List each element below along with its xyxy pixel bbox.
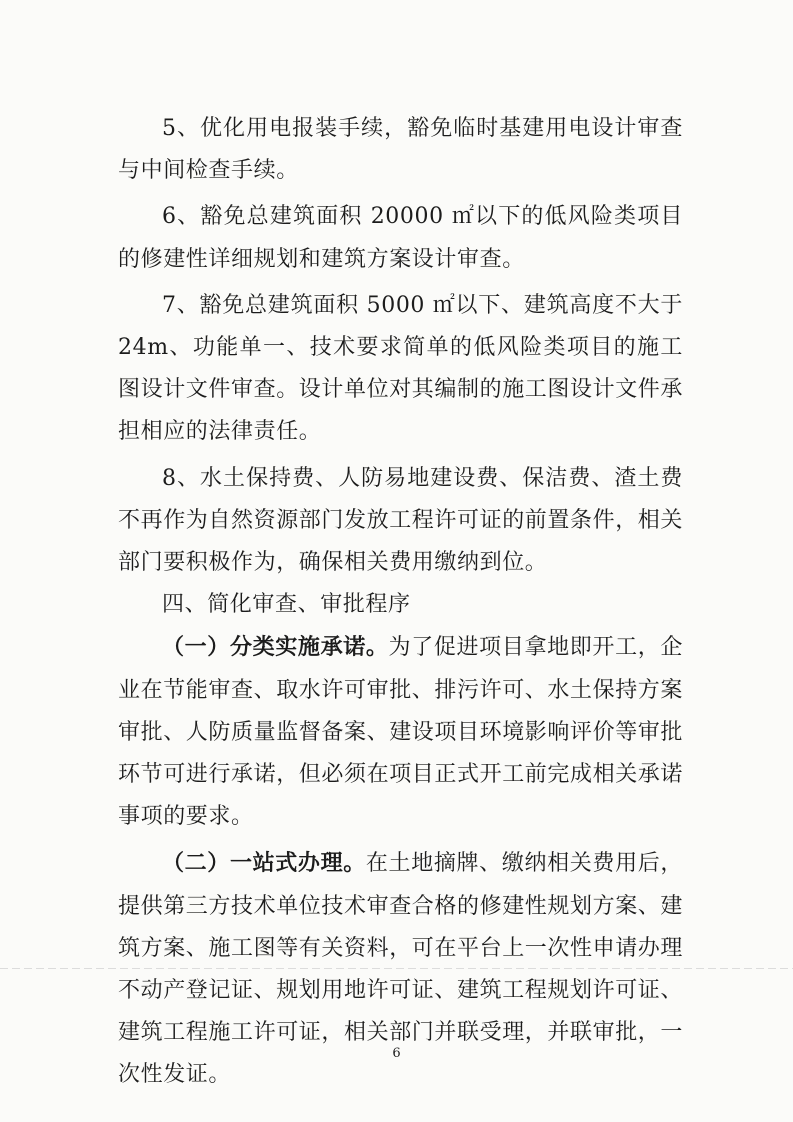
document-page	[118, 108, 683, 1097]
scan-fold-line	[0, 968, 793, 969]
paragraph-6: 6、豁免总建筑面积 20000 ㎡以下的低风险类项目的修建性详细规划和建筑方案设计审查。	[118, 204, 683, 272]
page-number: 6	[392, 1046, 401, 1061]
paragraph-7: 7、豁免总建筑面积 5000 ㎡以下、建筑高度不大于 24m、功能单一、技术要求简单的低风险类项目的施工图设计文件审查。设计单位对其编制的施工图设计文件承担相应的法律责任。	[118, 292, 684, 445]
section-heading: 四、简化审查、审批程序	[162, 592, 411, 618]
item-one-stop-lead: （二）一站式办理。	[162, 850, 366, 877]
item-one-stop-body: 在土地摘牌、缴纳相关费用后，提供第三方技术单位技术审查合格的修建性规划方案、建筑方案、施工图等有关资料，可在平台上一次性申请办理不动产登记证、规划用地许可证、建筑工程规划许可证、建筑工程施工许可证，相关部门并联受理，并联审批，一次性发证。	[118, 851, 684, 1088]
paragraph-8: 8、水土保持费、人防易地建设费、保洁费、渣土费不再作为自然资源部门发放工程许可证的前置条件，相关部门要积极作为，确保相关费用缴纳到位。	[118, 465, 684, 576]
paragraph-5: 5、优化用电报装手续，豁免临时基建用电设计审查与中间检查手续。	[118, 116, 683, 184]
item-commitment-body: 为了促进项目拿地即开工，企业在节能审查、取水许可审批、排污许可、水土保持方案审批、人防质量监督备案、建设项目环境影响评价等审批环节可进行承诺，但必须在项目正式开工前完成相关承诺事项的要求。	[118, 635, 684, 830]
item-commitment-lead: （一）分类实施承诺。	[162, 634, 389, 661]
item-commitment	[118, 626, 683, 838]
